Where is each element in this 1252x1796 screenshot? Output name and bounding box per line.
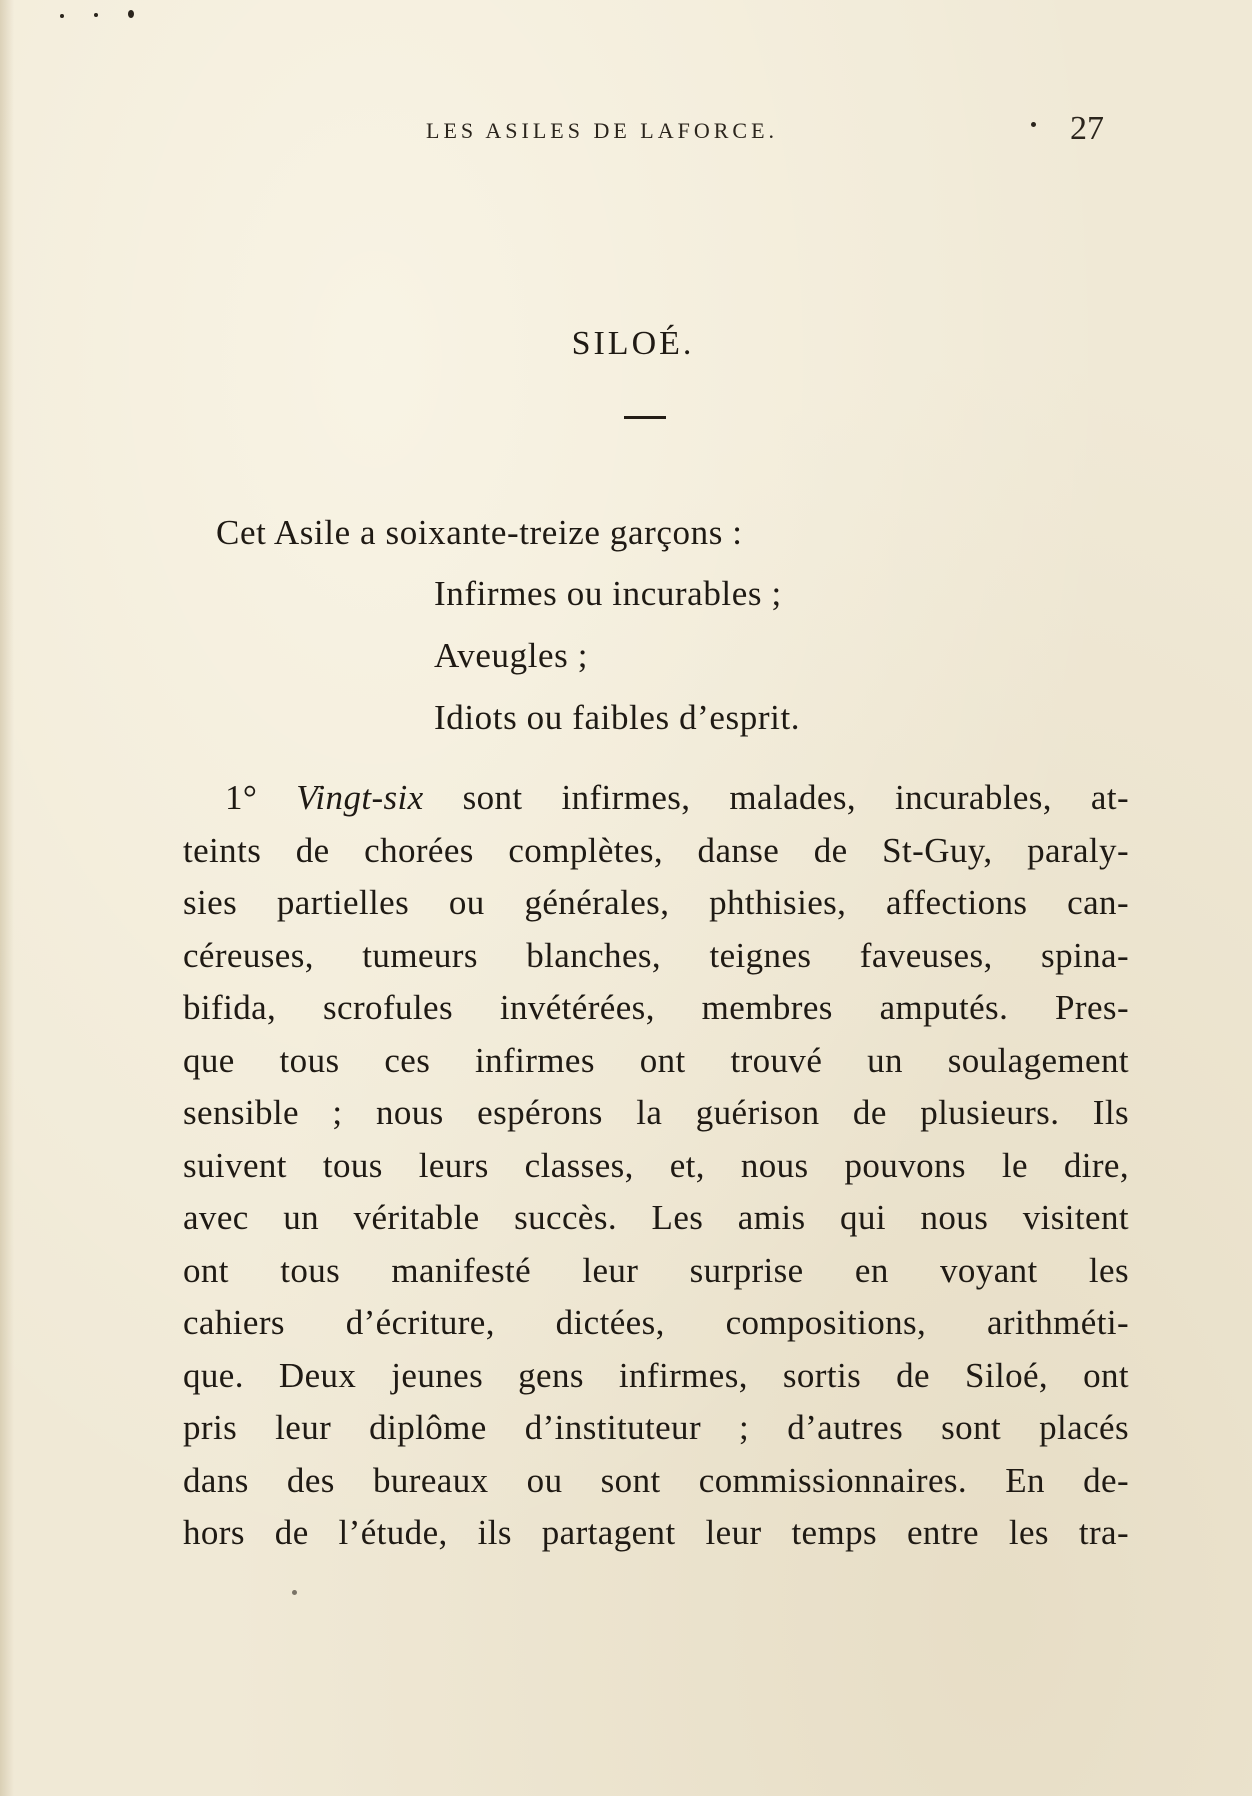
paragraph-line: teints de chorées complètes, danse de St-Guy, paraly- bbox=[183, 830, 1129, 870]
paragraph-first-line bbox=[183, 772, 1129, 825]
first-line-text: sont infirmes, malades, incurables, at- bbox=[462, 778, 1130, 817]
paragraph-line: céreuses, tumeurs blanches, teignes faveuses, spina- bbox=[183, 935, 1129, 975]
category-item: Aveugles ; bbox=[434, 636, 589, 675]
emphasized-count: Vingt-six bbox=[296, 778, 424, 817]
intro-line: Cet Asile a soixante-treize garçons : bbox=[216, 513, 743, 552]
paragraph-line: ont tous manifesté leur surprise en voyant les bbox=[183, 1250, 1129, 1290]
ink-speck bbox=[1031, 122, 1036, 127]
paragraph-numeral: 1° bbox=[225, 778, 258, 817]
paragraph-line: que tous ces infirmes ont trouvé un soulagement bbox=[183, 1040, 1129, 1080]
section-title: SILOÉ. bbox=[571, 325, 695, 362]
paragraph-line: suivent tous leurs classes, et, nous pouvons le dire, bbox=[183, 1145, 1129, 1185]
title-rule bbox=[624, 416, 666, 419]
paragraph-line: sensible ; nous espérons la guérison de plusieurs. Ils bbox=[183, 1093, 1129, 1132]
paragraph-line: pris leur diplôme d’instituteur ; d’autres sont placés bbox=[183, 1408, 1129, 1447]
ink-speck bbox=[60, 14, 64, 18]
paragraph-line: sies partielles ou générales, phthisies, affections can- bbox=[183, 883, 1129, 922]
paragraph-line: cahiers d’écriture, dictées, compositions, arithméti- bbox=[183, 1303, 1129, 1342]
page-edge-shadow bbox=[0, 0, 14, 1796]
paragraph-line: bifida, scrofules invétérées, membres amputés. Pres- bbox=[183, 988, 1129, 1027]
category-item: Idiots ou faibles d’esprit. bbox=[434, 698, 801, 737]
body-paragraph bbox=[183, 772, 1129, 1560]
page-header bbox=[0, 110, 1252, 158]
paragraph-line: hors de l’étude, ils partagent leur temps entre les tra- bbox=[183, 1513, 1129, 1552]
paragraph-line: que. Deux jeunes gens infirmes, sortis de Siloé, ont bbox=[183, 1355, 1129, 1395]
running-head: LES ASILES DE LAFORCE. bbox=[426, 118, 779, 143]
category-item: Infirmes ou incurables ; bbox=[434, 574, 782, 613]
page-number: 27 bbox=[1070, 110, 1104, 147]
paragraph-line: avec un véritable succès. Les amis qui nous visitent bbox=[183, 1198, 1129, 1237]
paragraph-line: dans des bureaux ou sont commissionnaires. En de- bbox=[183, 1460, 1129, 1500]
ink-speck bbox=[94, 13, 98, 17]
ink-speck bbox=[128, 10, 134, 18]
ink-speck bbox=[292, 1590, 297, 1595]
